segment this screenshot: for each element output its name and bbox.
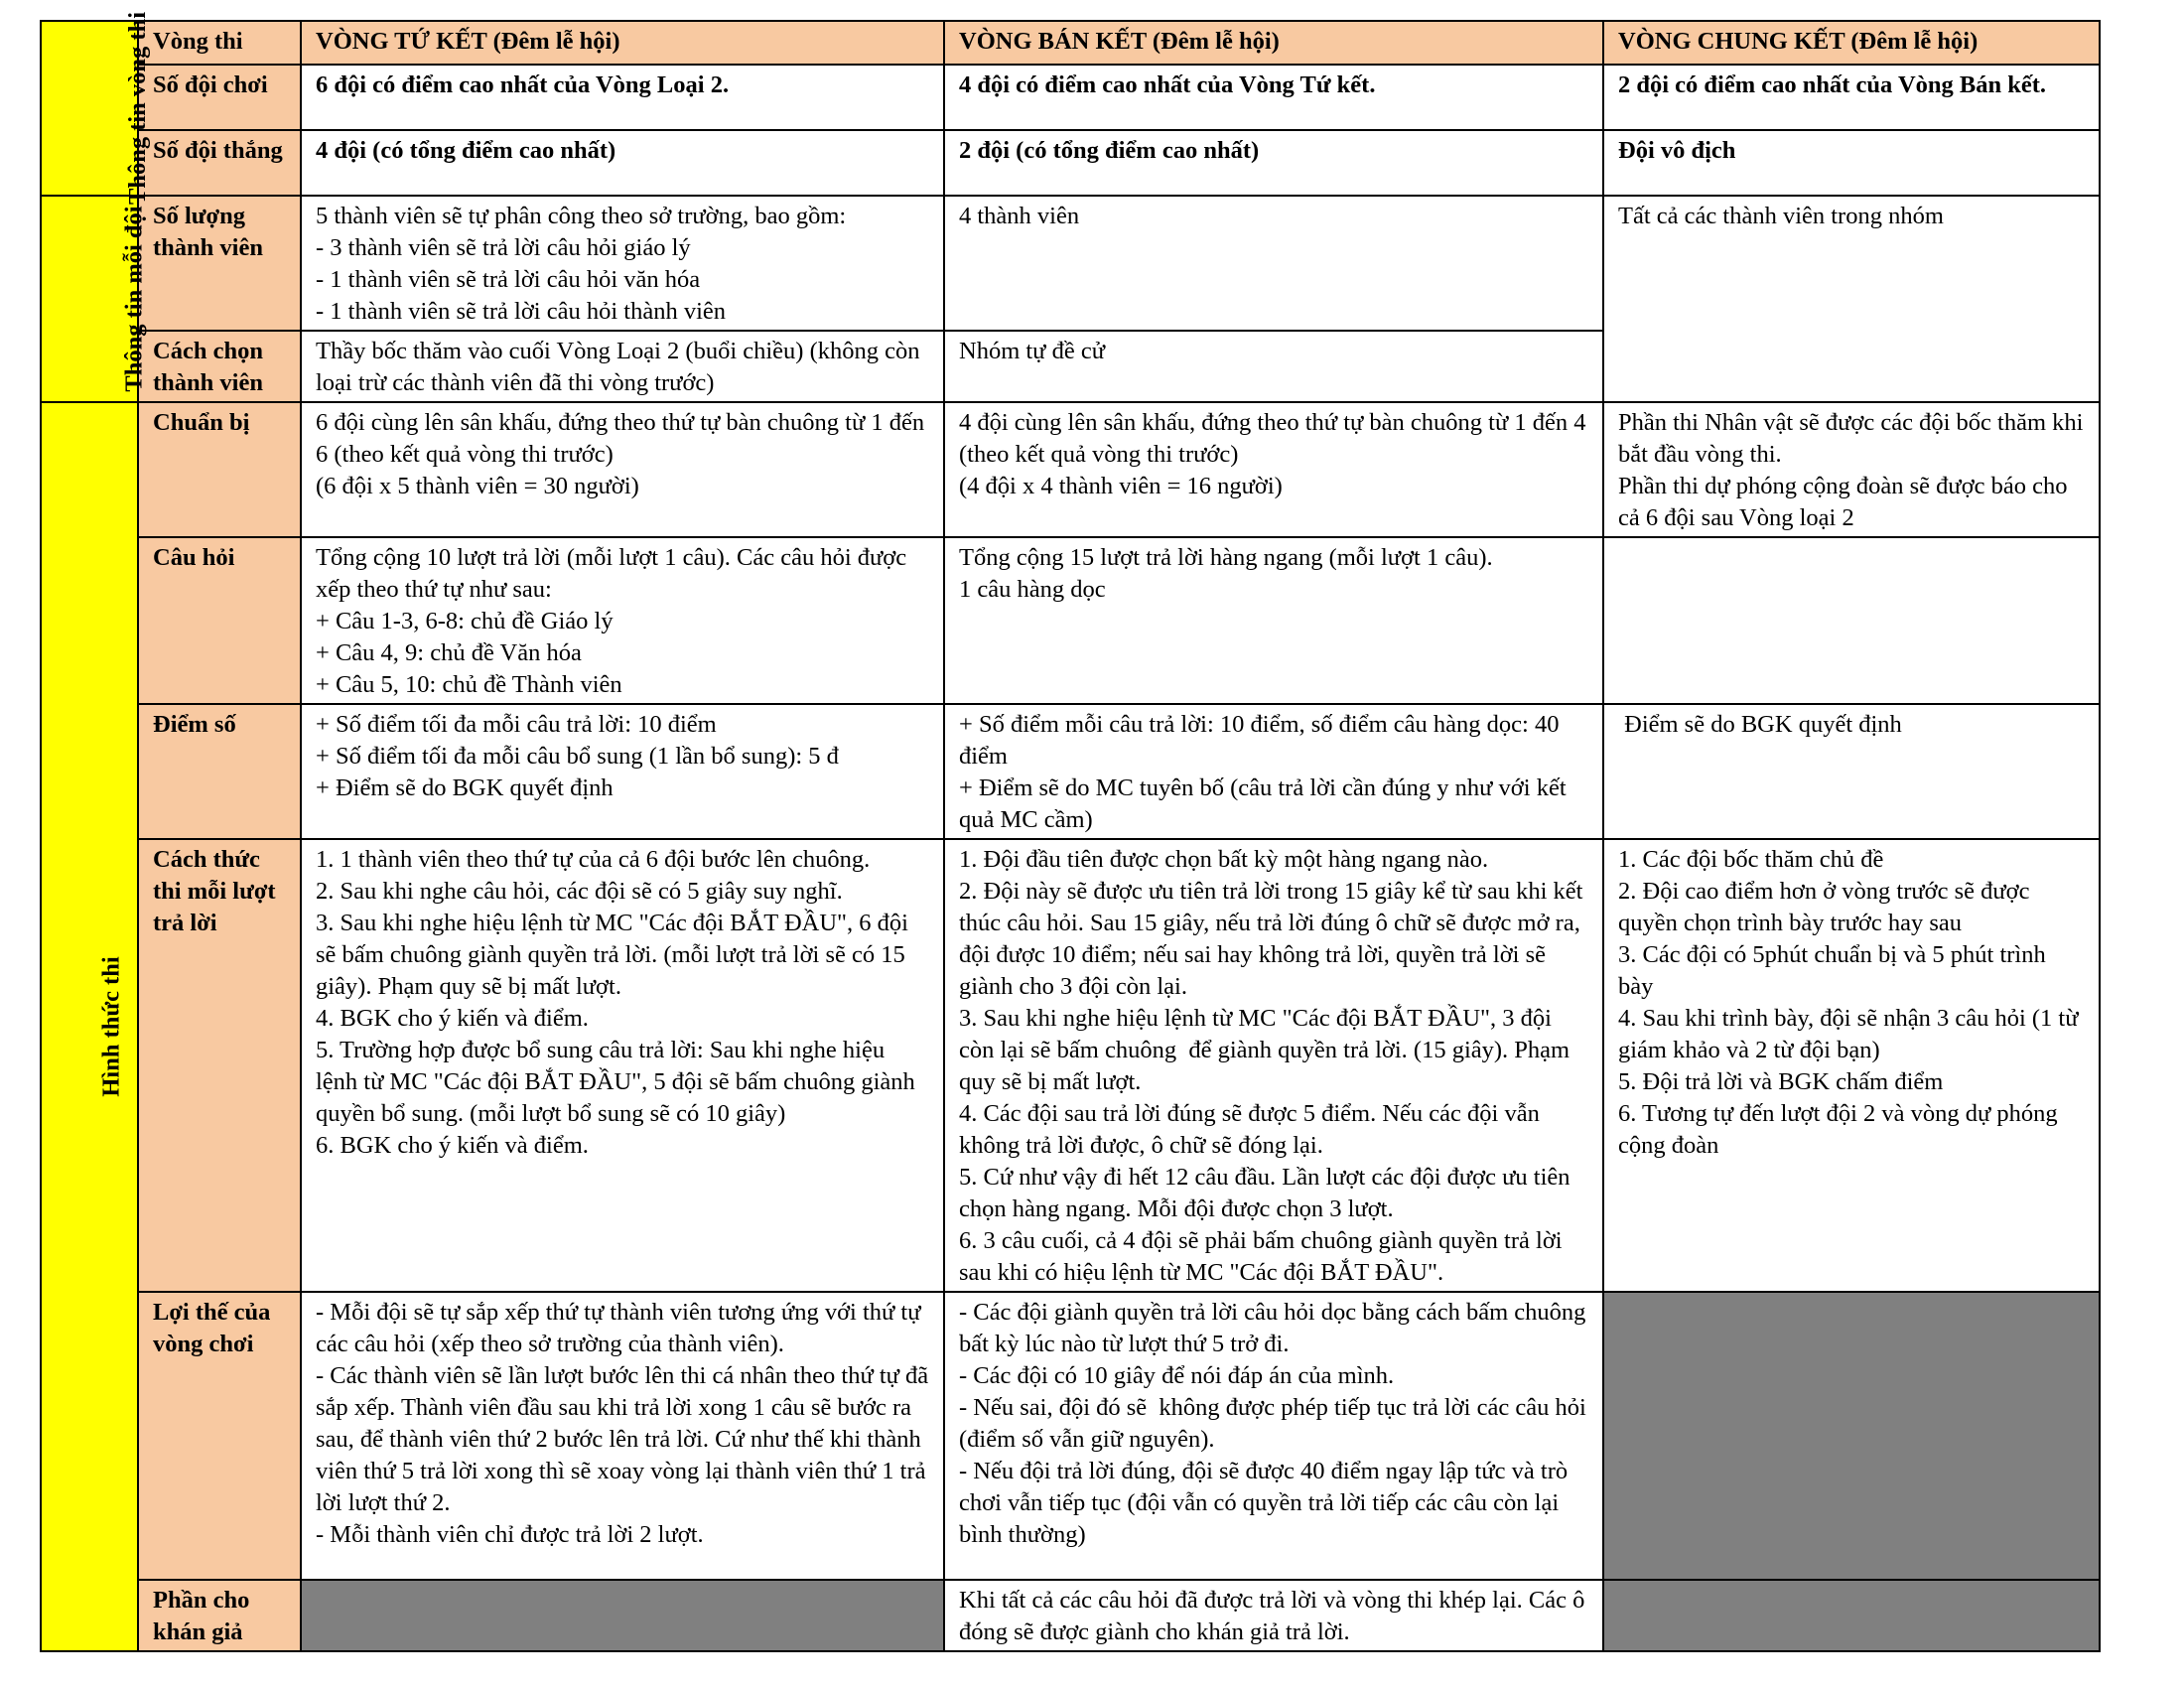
selection-quarter: Thầy bốc thăm vào cuối Vòng Loại 2 (buổi chiều) (không còn loại trừ các thành viên đã thi vòng trước)	[301, 331, 944, 402]
prep-quarter-line: 6 đội cùng lên sân khấu, đứng theo thứ tự bàn chuông từ 1 đến 6 (theo kết quả vòng thi trước)	[316, 409, 931, 468]
score-quarter-line: + Số điểm tối đa mỗi câu trả lời: 10 điểm	[316, 711, 717, 738]
prep-final-line: Phần thi Nhân vật sẽ được các đội bốc thăm khi bắt đầu vòng thi.	[1618, 409, 2090, 468]
label-prep: Chuẩn bị	[138, 402, 301, 537]
teams-quarter: 6 đội có điểm cao nhất của Vòng Loại 2.	[301, 65, 944, 130]
page	[40, 11, 2099, 1652]
label-advantage: Lợi thế của vòng chơi	[138, 1292, 301, 1580]
label-winners: Số đội thắng	[138, 130, 301, 196]
selection-semi: Nhóm tự đề cử	[944, 331, 1603, 402]
method-final-line: 5. Đội trả lời và BGK chấm điểm	[1618, 1068, 1944, 1095]
audience-quarter-empty	[301, 1580, 944, 1651]
advantage-quarter-line: - Mỗi đội sẽ tự sắp xếp thứ tự thành viên tương ứng với thứ tự các câu hỏi (xếp theo sở trường của thành viên).	[316, 1299, 927, 1357]
label-teams: Số đội chơi	[138, 65, 301, 130]
score-semi-line: + Điểm sẽ do MC tuyên bố (câu trả lời cần đúng y như với kết quả MC cầm)	[959, 774, 1572, 833]
questions-semi	[944, 537, 1603, 704]
method-final-line: 6. Tương tự đến lượt đội 2 và vòng dự phóng cộng đoàn	[1618, 1100, 2064, 1159]
section-team-info-label: Thông tin mỗi đội	[120, 206, 148, 392]
advantage-semi-line: - Nếu sai, đội đó sẽ không được phép tiếp tục trả lời các câu hỏi (điểm số vẫn giữ nguyên).	[959, 1394, 1592, 1453]
members-semi: 4 thành viên	[944, 196, 1603, 331]
method-quarter-line: 1. 1 thành viên theo thứ tự của cả 6 đội bước lên chuông.	[316, 846, 871, 873]
label-questions: Câu hỏi	[138, 537, 301, 704]
members-quarter-line: - 1 thành viên sẽ trả lời câu hỏi văn hóa	[316, 266, 701, 293]
section-format-label: Hình thức thi	[97, 956, 125, 1097]
method-quarter-line: 3. Sau khi nghe hiệu lệnh từ MC "Các đội BẮT ĐẦU", 6 đội sẽ bấm chuông giành quyền trả lời. (mỗi lượt trả lời sẽ có 15 giây). Phạm quy sẽ bị mất lượt.	[316, 910, 915, 1000]
prep-final	[1603, 402, 2100, 537]
questions-quarter-line: + Câu 4, 9: chủ đề Văn hóa	[316, 639, 582, 666]
score-quarter-line: + Điểm sẽ do BGK quyết định	[316, 774, 614, 801]
audience-semi: Khi tất cả các câu hỏi đã được trả lời và vòng thi khép lại. Các ô đóng sẽ được giành cho khán giả trả lời.	[944, 1580, 1603, 1651]
row-members	[41, 196, 2100, 331]
row-questions	[41, 537, 2100, 704]
label-selection: Cách chọn thành viên	[138, 331, 301, 402]
members-quarter-line: - 3 thành viên sẽ trả lời câu hỏi giáo lý	[316, 234, 691, 261]
questions-quarter-line: Tổng cộng 10 lượt trả lời (mỗi lượt 1 câu). Các câu hỏi được xếp theo thứ tự như sau:	[316, 544, 913, 603]
header-label: Vòng thi	[138, 21, 301, 65]
header-final: VÒNG CHUNG KẾT (Đêm lễ hội)	[1603, 21, 2100, 65]
method-quarter-line: 5. Trường hợp được bổ sung câu trả lời: Sau khi nghe hiệu lệnh từ MC "Các đội BẮT ĐẦU", 5 đội sẽ bấm chuông giành quyền bổ sung. (mỗi lượt bổ sung sẽ có 10 giây)	[316, 1037, 921, 1127]
method-semi-line: 1. Đội đầu tiên được chọn bất kỳ một hàng ngang nào.	[959, 846, 1489, 873]
prep-semi-line: (4 đội x 4 thành viên = 16 người)	[959, 473, 1283, 499]
header-row	[41, 21, 2100, 65]
method-quarter-line: 6. BGK cho ý kiến và điểm.	[316, 1132, 589, 1159]
score-final: Điểm sẽ do BGK quyết định	[1603, 704, 2100, 839]
advantage-quarter-line: - Các thành viên sẽ lần lượt bước lên thi cá nhân theo thứ tự đã sắp xếp. Thành viên đầu sau khi trả lời xong 1 câu sẽ bước ra sau, để thành viên thứ 2 bước lên trả lời. Cứ như thế khi thành viên thứ 5 trả lời xong thì sẽ xoay vòng lại thành viên thứ 1 trả lời lượt thứ 2.	[316, 1362, 935, 1516]
advantage-quarter	[301, 1292, 944, 1580]
prep-semi-line: 4 đội cùng lên sân khấu, đứng theo thứ tự bàn chuông từ 1 đến 4 (theo kết quả vòng thi trước)	[959, 409, 1592, 468]
label-members: Số lượng thành viên	[138, 196, 301, 331]
method-semi-line: 6. 3 câu cuối, cả 4 đội sẽ phải bấm chuông giành quyền trả lời sau khi có hiệu lệnh từ MC "Các đội BẮT ĐẦU".	[959, 1227, 1569, 1286]
members-quarter-line: 5 thành viên sẽ tự phân công theo sở trường, bao gồm:	[316, 203, 847, 229]
questions-semi-line: Tổng cộng 15 lượt trả lời hàng ngang (mỗi lượt 1 câu).	[959, 544, 1493, 571]
row-advantage	[41, 1292, 2100, 1580]
prep-quarter-line: (6 đội x 5 thành viên = 30 người)	[316, 473, 639, 499]
questions-quarter-line: + Câu 1-3, 6-8: chủ đề Giáo lý	[316, 608, 614, 634]
questions-semi-line: 1 câu hàng dọc	[959, 576, 1106, 603]
prep-quarter	[301, 402, 944, 537]
advantage-final-empty	[1603, 1292, 2100, 1580]
row-method	[41, 839, 2100, 1292]
members-final: Tất cả các thành viên trong nhóm	[1603, 196, 2100, 402]
row-winners	[41, 130, 2100, 196]
members-quarter-line: - 1 thành viên sẽ trả lời câu hỏi thành viên	[316, 298, 727, 325]
method-final-line: 2. Đội cao điểm hơn ở vòng trước sẽ được quyền chọn trình bày trước hay sau	[1618, 878, 2036, 936]
row-teams	[41, 65, 2100, 130]
prep-semi	[944, 402, 1603, 537]
method-semi-line: 3. Sau khi nghe hiệu lệnh từ MC "Các đội BẮT ĐẦU", 3 đội còn lại sẽ bấm chuông để giành quyền trả lời. (15 giây). Phạm quy sẽ bị mất lượt.	[959, 1005, 1576, 1095]
score-semi	[944, 704, 1603, 839]
teams-semi: 4 đội có điểm cao nhất của Vòng Tứ kết.	[944, 65, 1603, 130]
row-audience	[41, 1580, 2100, 1651]
competition-rules-table	[40, 11, 2101, 1652]
method-semi-line: 5. Cứ như vậy đi hết 12 câu đầu. Lần lượt các đội được ưu tiên chọn hàng ngang. Mỗi đội được chọn 3 lượt.	[959, 1164, 1576, 1222]
winners-semi: 2 đội (có tổng điểm cao nhất)	[944, 130, 1603, 196]
method-semi-line: 4. Các đội sau trả lời đúng sẽ được 5 điểm. Nếu các đội vẫn không trả lời được, ô chữ sẽ đóng lại.	[959, 1100, 1546, 1159]
advantage-semi	[944, 1292, 1603, 1580]
questions-quarter-line: + Câu 5, 10: chủ đề Thành viên	[316, 671, 622, 698]
method-semi-line: 2. Đội này sẽ được ưu tiên trả lời trong 15 giây kể từ sau khi kết thúc câu hỏi. Sau 15 giây, nếu trả lời đúng ô chữ sẽ được mở ra, đội được 10 điểm; nếu sai hay không trả lời, quyền trả lời sẽ giành cho 3 đội còn lại.	[959, 878, 1589, 1000]
section-round-info-label: Thông tin vòng thi	[124, 11, 152, 206]
teams-final: 2 đội có điểm cao nhất của Vòng Bán kết.	[1603, 65, 2100, 130]
winners-quarter: 4 đội (có tổng điểm cao nhất)	[301, 130, 944, 196]
label-method: Cách thức thi mỗi lượt trả lời	[138, 839, 301, 1292]
header-semi: VÒNG BÁN KẾT (Đêm lễ hội)	[944, 21, 1603, 65]
winners-final: Đội vô địch	[1603, 130, 2100, 196]
questions-quarter	[301, 537, 944, 704]
advantage-semi-line: - Các đội có 10 giây để nói đáp án của mình.	[959, 1362, 1395, 1389]
row-prep	[41, 402, 2100, 537]
method-final	[1603, 839, 2100, 1292]
score-quarter-line: + Số điểm tối đa mỗi câu bổ sung (1 lần bổ sung): 5 đ	[316, 743, 839, 770]
method-quarter-line: 4. BGK cho ý kiến và điểm.	[316, 1005, 589, 1032]
method-final-line: 4. Sau khi trình bày, đội sẽ nhận 3 câu hỏi (1 từ giám khảo và 2 từ đội bạn)	[1618, 1005, 2085, 1063]
method-final-line: 1. Các đội bốc thăm chủ đề	[1618, 846, 1884, 873]
method-quarter-line: 2. Sau khi nghe câu hỏi, các đội sẽ có 5 giây suy nghĩ.	[316, 878, 843, 905]
audience-final-empty	[1603, 1580, 2100, 1651]
header-quarter: VÒNG TỨ KẾT (Đêm lễ hội)	[301, 21, 944, 65]
score-quarter	[301, 704, 944, 839]
score-semi-line: + Số điểm mỗi câu trả lời: 10 điểm, số điểm câu hàng dọc: 40 điểm	[959, 711, 1566, 770]
advantage-semi-line: - Các đội giành quyền trả lời câu hỏi dọc bằng cách bấm chuông bất kỳ lúc nào từ lượt thứ 5 trở đi.	[959, 1299, 1592, 1357]
label-score: Điểm số	[138, 704, 301, 839]
method-quarter	[301, 839, 944, 1292]
section-format	[41, 402, 138, 1651]
method-final-line: 3. Các đội có 5phút chuẩn bị và 5 phút trình bày	[1618, 941, 2052, 1000]
questions-final	[1603, 537, 2100, 704]
method-semi	[944, 839, 1603, 1292]
advantage-semi-line: - Nếu đội trả lời đúng, đội sẽ được 40 điểm ngay lập tức và trò chơi vẫn tiếp tục (đội vẫn có quyền trả lời tiếp các câu còn lại bình thường)	[959, 1458, 1574, 1548]
section-team-info	[41, 196, 148, 402]
members-quarter	[301, 196, 944, 331]
advantage-quarter-line: - Mỗi thành viên chỉ được trả lời 2 lượt.	[316, 1521, 704, 1548]
row-score	[41, 704, 2100, 839]
label-audience: Phần cho khán giả	[138, 1580, 301, 1651]
section-round-info	[41, 11, 152, 206]
prep-final-line: Phần thi dự phóng cộng đoàn sẽ được báo cho cả 6 đội sau Vòng loại 2	[1618, 473, 2074, 531]
